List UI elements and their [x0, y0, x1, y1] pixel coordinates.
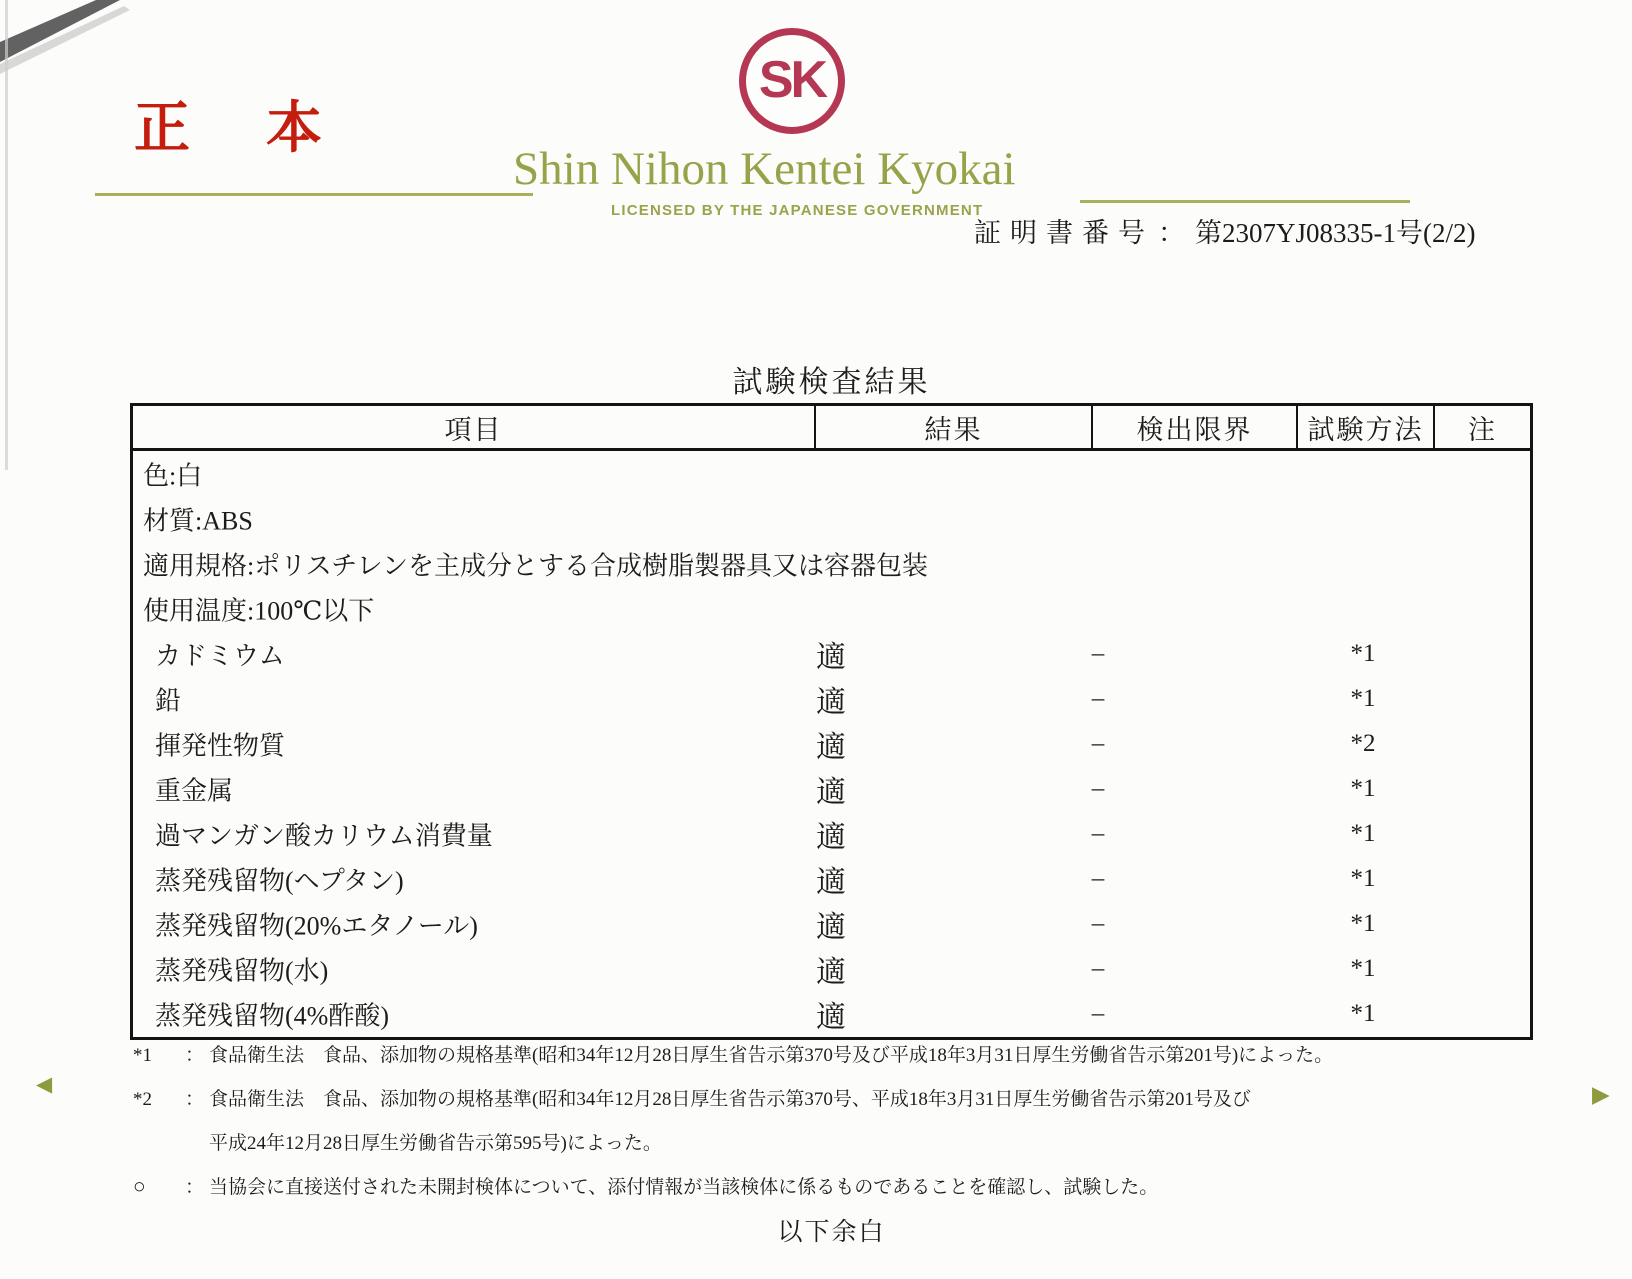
- table-row: [133, 496, 1530, 541]
- remainder-blank-note: 以下余白: [777, 1219, 886, 1246]
- certificate-number-separator: ：: [1158, 218, 1185, 248]
- results-table: [130, 403, 1533, 1040]
- row-item: 蒸発残留物(4%酢酸): [155, 1001, 389, 1031]
- footnote-circle: [133, 1172, 1158, 1199]
- row-item: 適用規格:ポリスチレンを主成分とする合成樹脂製器具又は容器包装: [143, 551, 929, 581]
- row-test-method: *1: [1350, 684, 1376, 712]
- row-test-method: *2: [1350, 730, 1376, 757]
- row-result: 適: [816, 956, 846, 990]
- column-header-item: 項目: [133, 406, 816, 448]
- row-item: 鉛: [155, 686, 182, 716]
- header-rule-left: [95, 193, 533, 196]
- row-detection-limit: –: [1091, 639, 1105, 667]
- row-result: 適: [816, 731, 846, 764]
- row-item: 過マンガン酸カリウム消費量: [155, 821, 493, 851]
- row-item: 重金属: [155, 776, 234, 806]
- row-result: 適: [816, 776, 846, 810]
- row-item: 揮発性物質: [155, 731, 286, 761]
- table-row: [133, 812, 1530, 857]
- table-row: [133, 676, 1530, 721]
- row-test-method: *1: [1350, 955, 1376, 983]
- table-row: [133, 721, 1530, 766]
- row-result: 適: [816, 821, 846, 855]
- row-detection-limit: –: [1091, 730, 1105, 757]
- row-item: 蒸発残留物(水): [155, 956, 329, 986]
- footnote-2: [133, 1084, 1251, 1111]
- column-header-result: 結果: [816, 406, 1093, 448]
- footnote-circle-marker: ○: [133, 1174, 146, 1198]
- row-detection-limit: –: [1091, 865, 1105, 893]
- footnote-2-text: 食品衛生法 食品、添加物の規格基準(昭和34年12月28日厚生省告示第370号、平成18年3月31日厚生労働省告示第201号及び: [209, 1089, 1251, 1110]
- table-row: [133, 586, 1530, 631]
- footnote-1: [133, 1040, 1333, 1067]
- footnote-1-marker: *1: [133, 1045, 152, 1066]
- row-test-method: *1: [1350, 865, 1376, 893]
- row-item: 使用温度:100℃以下: [143, 596, 375, 626]
- row-item: 蒸発残留物(ヘプタン): [155, 866, 404, 896]
- row-result: 適: [816, 866, 846, 900]
- row-detection-limit: –: [1091, 775, 1105, 803]
- column-header-test-method: 試験方法: [1298, 406, 1435, 448]
- row-test-method: *1: [1350, 775, 1376, 803]
- results-section-title: 試験検査結果: [732, 366, 931, 399]
- table-row: [133, 902, 1530, 947]
- prev-page-arrow-icon[interactable]: ◀: [36, 1072, 53, 1096]
- row-item: カドミウム: [155, 641, 285, 671]
- table-row: [133, 451, 1530, 496]
- row-detection-limit: –: [1091, 684, 1105, 712]
- row-item: 蒸発残留物(20%エタノール): [155, 911, 478, 941]
- certificate-number: [974, 211, 1475, 250]
- certificate-number-value: 第2307YJ08335-1号(2/2): [1195, 218, 1476, 248]
- footnote-2-marker: *2: [133, 1089, 152, 1110]
- organization-subtitle: LICENSED BY THE JAPANESE GOVERNMENT: [611, 202, 984, 219]
- footnote-1-separator: ：: [185, 1045, 205, 1066]
- row-result: 適: [816, 1001, 846, 1035]
- row-result: 適: [816, 911, 846, 945]
- sk-logo-text: SK: [758, 51, 826, 109]
- column-header-note: 注: [1468, 414, 1497, 445]
- row-detection-limit: –: [1091, 1000, 1105, 1028]
- row-detection-limit: –: [1091, 910, 1105, 938]
- row-detection-limit: –: [1091, 955, 1105, 983]
- row-test-method: *1: [1350, 910, 1376, 938]
- row-result: 適: [816, 685, 846, 719]
- footnote-circle-separator: ：: [185, 1177, 205, 1198]
- certificate-number-label: 証明書番号: [974, 218, 1154, 248]
- table-row: [133, 857, 1530, 902]
- footnote-1-text: 食品衛生法 食品、添加物の規格基準(昭和34年12月28日厚生省告示第370号及び平成18年3月31日厚生労働省告示第201号)によった。: [209, 1045, 1334, 1066]
- row-item: 材質:ABS: [143, 506, 253, 536]
- row-test-method: *1: [1350, 820, 1376, 848]
- sk-logo-icon: [739, 28, 845, 134]
- row-result: 適: [816, 640, 846, 674]
- table-body: [133, 451, 1530, 1037]
- table-row: [133, 767, 1530, 812]
- next-page-arrow-icon[interactable]: ▶: [1592, 1082, 1610, 1108]
- footnote-2-continuation: 平成24年12月28日厚生労働省告示第595号)によった。: [209, 1133, 662, 1154]
- table-header-row: [133, 406, 1530, 451]
- original-stamp: 正本: [134, 98, 398, 160]
- column-header-detection-limit: 検出限界: [1093, 406, 1298, 448]
- table-row: [133, 541, 1530, 586]
- table-row: [133, 947, 1530, 992]
- table-row: [133, 992, 1530, 1037]
- footnote-2-separator: ：: [185, 1089, 205, 1110]
- table-row: [133, 631, 1530, 676]
- header-rule-right: [1080, 200, 1410, 203]
- row-item: 色:白: [143, 461, 203, 491]
- row-test-method: *1: [1350, 639, 1376, 667]
- organization-name: Shin Nihon Kentei Kyokai: [513, 143, 1016, 195]
- footnote-circle-text: 当協会に直接送付された未開封検体について、添付情報が当該検体に係るものであることを確認し、試験した。: [209, 1177, 1159, 1198]
- row-detection-limit: –: [1091, 820, 1105, 848]
- row-test-method: *1: [1350, 1000, 1376, 1028]
